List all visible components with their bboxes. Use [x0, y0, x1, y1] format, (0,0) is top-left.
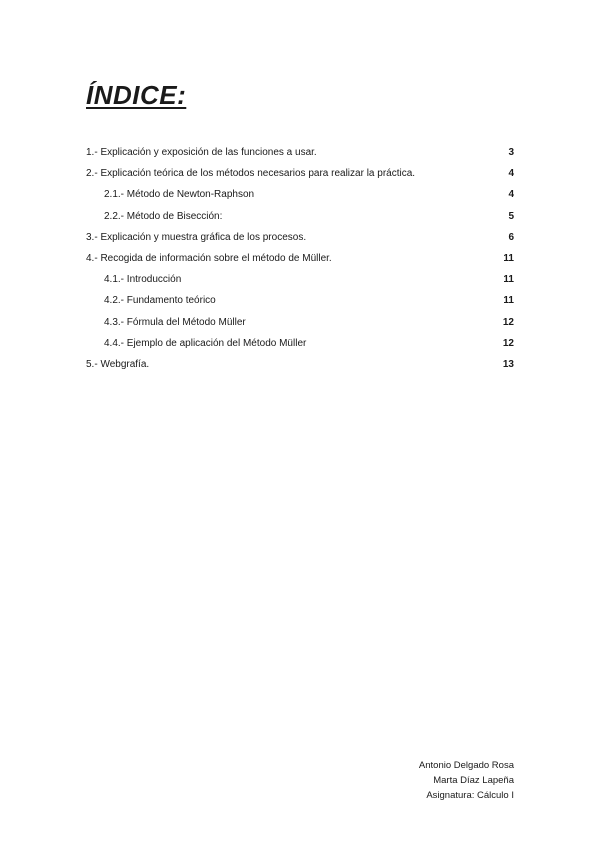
- toc-entry-2-2: [86, 208, 514, 229]
- toc-entry-page: 11: [503, 252, 514, 264]
- author-name-2: Marta Díaz Lapeña: [433, 775, 514, 786]
- toc-entry-label: 1.- Explicación y exposición de las funciones a usar.: [86, 147, 317, 158]
- page-title: ÍNDICE:: [86, 80, 187, 110]
- toc-entry-2: [86, 165, 514, 186]
- toc-entry-page: 5: [508, 210, 514, 222]
- toc-entry-page: 13: [502, 358, 514, 370]
- toc-entry-page: 3: [508, 147, 514, 158]
- toc-entry-4-2: [86, 292, 514, 313]
- toc-entry-label: 5.- Webgrafía.: [86, 358, 150, 370]
- toc-entry-3: [86, 229, 514, 250]
- author-name-1: Antonio Delgado Rosa: [418, 760, 514, 771]
- course-subject: Asignatura: Cálculo I: [426, 790, 514, 801]
- toc-entry-page: 6: [508, 231, 514, 243]
- toc-entry-label: 2.- Explicación teórica de los métodos necesarios para realizar la práctica.: [86, 168, 416, 180]
- toc-entry-4-4: [86, 335, 514, 356]
- toc-entry-label: 2.2.- Método de Bisección:: [104, 210, 223, 222]
- toc-entry-page: 12: [502, 337, 514, 349]
- table-of-contents: [86, 144, 514, 377]
- toc-entry-label: 4.3.- Fórmula del Método Müller: [104, 316, 246, 328]
- toc-entry-page: 4: [508, 189, 514, 201]
- toc-entry-page: 12: [502, 316, 514, 328]
- toc-entry-page: 11: [503, 295, 514, 307]
- toc-entry-2-1: [86, 186, 514, 207]
- toc-entry-label: 4.- Recogida de información sobre el método de Müller.: [86, 252, 332, 264]
- toc-entry-page: 11: [503, 274, 514, 286]
- toc-entry-label: 2.1.- Método de Newton-Raphson: [104, 189, 255, 201]
- toc-entry-label: 4.2.- Fundamento teórico: [104, 295, 216, 307]
- author-signature: [419, 758, 514, 803]
- toc-entry-4-1: [86, 271, 514, 292]
- toc-entry-1: [86, 144, 514, 165]
- toc-entry-5: [86, 356, 514, 377]
- toc-entry-page: 4: [508, 168, 514, 180]
- toc-entry-label: 4.4.- Ejemplo de aplicación del Método Müller: [104, 337, 307, 349]
- toc-entry-4: [86, 250, 514, 271]
- toc-entry-label: 4.1.- Introducción: [104, 274, 182, 286]
- toc-entry-4-3: [86, 314, 514, 335]
- toc-entry-label: 3.- Explicación y muestra gráfica de los procesos.: [86, 231, 307, 243]
